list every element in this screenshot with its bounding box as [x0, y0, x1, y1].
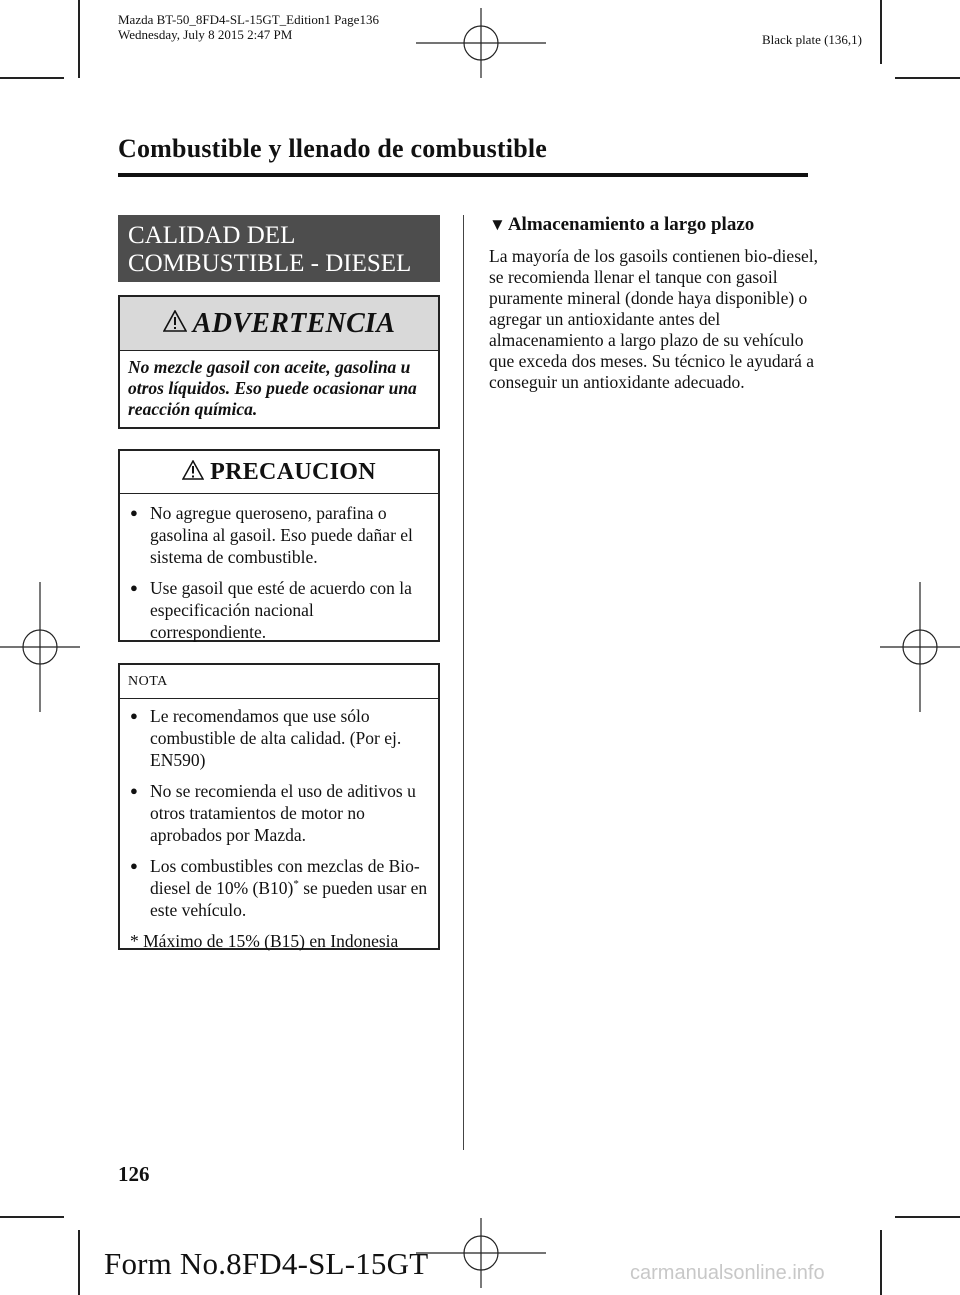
warning-triangle-icon: [182, 460, 204, 485]
note-item-text: No se recomienda el uso de aditivos u otros tratamientos de motor no aprobados por Mazda.: [150, 781, 416, 845]
caution-item-text: No agregue queroseno, parafina o gasolina al gasoil. Eso puede dañar el sistema de combustible.: [150, 503, 413, 567]
note-item: [130, 855, 430, 921]
crop-mark: [880, 1230, 882, 1295]
print-info-line1: Mazda BT-50_8FD4-SL-15GT_Edition1 Page136: [118, 12, 379, 27]
crop-mark: [0, 77, 64, 79]
note-title: NOTA: [120, 665, 438, 699]
plate-info: Black plate (136,1): [762, 32, 862, 47]
bullet-dot-icon: ●: [130, 580, 138, 595]
bullet-dot-icon: ●: [130, 505, 138, 520]
caution-body: [120, 494, 438, 643]
warning-triangle-icon: [163, 310, 187, 337]
section-title-line2: COMBUSTIBLE - DIESEL: [128, 250, 412, 277]
note-item-text-part: se pueden usar en este vehículo.: [150, 878, 428, 920]
section-title-line1: CALIDAD DEL: [128, 222, 296, 249]
crop-mark: [78, 1230, 80, 1295]
registration-mark-right: [880, 582, 960, 712]
warning-box: [118, 295, 440, 429]
print-info-line2: Wednesday, July 8 2015 2:47 PM: [118, 27, 293, 42]
note-body: [120, 699, 438, 952]
subheading: [489, 214, 754, 236]
registration-mark-top: [416, 8, 546, 78]
note-item: [130, 780, 430, 846]
note-item-text: [150, 855, 430, 921]
bullet-dot-icon: ●: [130, 783, 138, 798]
crop-mark: [0, 1216, 64, 1218]
caution-item: [130, 577, 430, 643]
column-divider: [463, 215, 464, 1150]
caution-item: [130, 502, 430, 568]
footnote-marker: *: [293, 878, 299, 891]
caution-header: [120, 451, 438, 494]
caution-title: PRECAUCION: [210, 458, 376, 485]
page-title: Combustible y llenado de combustible: [118, 134, 548, 163]
watermark: carmanualsonline.info: [630, 1262, 825, 1284]
note-item-text-part: Los combustibles con mezclas de Bio-diesel de 10% (B10): [150, 856, 420, 898]
bullet-dot-icon: ●: [130, 858, 138, 873]
print-info: [118, 12, 379, 42]
triangle-down-icon: ▼: [489, 215, 506, 234]
footnote: * Máximo de 15% (B15) en Indonesia: [130, 931, 399, 951]
subheading-text: Almacenamiento a largo plazo: [507, 214, 755, 235]
caution-item-text: Use gasoil que esté de acuerdo con la especificación nacional correspondiente.: [150, 578, 412, 642]
crop-mark: [895, 77, 960, 79]
crop-mark: [880, 0, 882, 64]
form-number: Form No.8FD4-SL-15GT: [104, 1246, 429, 1281]
section-banner: [118, 215, 440, 282]
note-item: [130, 705, 430, 771]
bullet-dot-icon: ●: [130, 708, 138, 723]
page-number: 126: [118, 1162, 150, 1186]
registration-mark-left: [0, 582, 80, 712]
registration-mark-bottom: [416, 1218, 546, 1288]
heading-rule: [118, 173, 808, 177]
crop-mark: [78, 0, 80, 78]
note-box: [118, 663, 440, 950]
note-item-text: Le recomendamos que use sólo combustible de alta calidad. (Por ej. EN590): [150, 706, 402, 770]
warning-text: No mezcle gasoil con aceite, gasolina u otros líquidos. Eso puede ocasionar una reacción química.: [128, 357, 417, 419]
warning-title: ADVERTENCIA: [192, 307, 396, 339]
crop-mark: [895, 1216, 960, 1218]
body-paragraph: La mayoría de los gasoils contienen bio-diesel, se recomienda llenar el tanque con gasoil puramente mineral (donde haya disponible) o agregar un antioxidante antes del almacenamiento a largo plazo de su vehículo que exceda dos meses. Su técnico le ayudará a conseguir un antioxidante adecuado.: [489, 246, 819, 392]
caution-box: [118, 449, 440, 642]
warning-header: [120, 297, 438, 351]
